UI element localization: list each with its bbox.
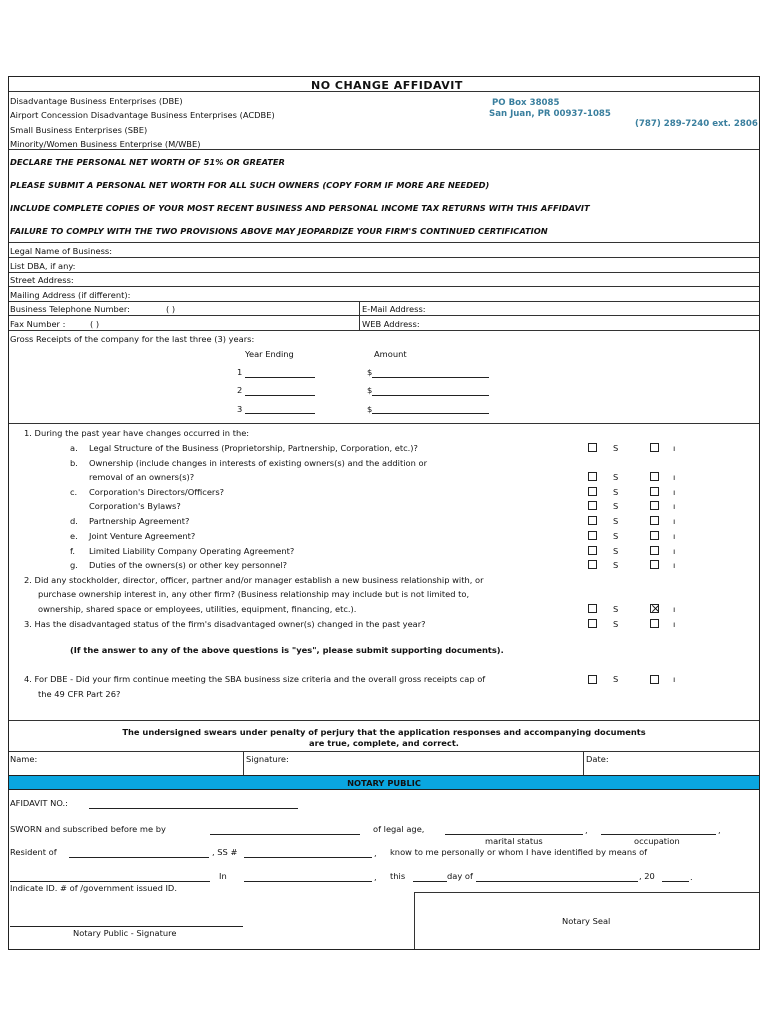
question-text: Limited Liability Company Operating Agreement? xyxy=(89,546,295,556)
no-label: ı xyxy=(673,516,676,526)
no-checkbox[interactable] xyxy=(650,675,659,684)
question-letter: a. xyxy=(70,443,78,453)
yes-label: S xyxy=(613,487,619,497)
no-label: ı xyxy=(673,546,676,556)
year-field[interactable] xyxy=(662,881,689,882)
notary-signature-field[interactable] xyxy=(10,926,243,927)
divider xyxy=(9,149,759,150)
yes-checkbox[interactable] xyxy=(588,443,597,452)
no-checkbox[interactable] xyxy=(650,531,659,540)
yes-label: S xyxy=(613,472,619,482)
yes-checkbox[interactable] xyxy=(588,560,597,569)
no-label: ı xyxy=(673,619,676,629)
fax-area-code: ( ) xyxy=(90,319,100,329)
yes-label: S xyxy=(613,560,619,570)
yes-label: S xyxy=(613,516,619,526)
divider xyxy=(9,423,759,424)
yes-label: S xyxy=(613,619,619,629)
resident-of-label: Resident of xyxy=(10,847,57,857)
divider xyxy=(9,242,759,243)
year-prefix: , 20 xyxy=(639,871,655,881)
gross-row-number: 2 xyxy=(237,385,243,395)
yes-checkbox[interactable] xyxy=(588,675,597,684)
question-2-line-3: ownership, shared space or employees, utilities, equipment, financing, etc.). xyxy=(38,604,357,614)
no-label: ı xyxy=(673,531,676,541)
email-label: E-Mail Address: xyxy=(362,304,426,314)
no-label: ı xyxy=(673,443,676,453)
city-zip: San Juan, PR 00937-1085 xyxy=(489,109,611,119)
web-label: WEB Address: xyxy=(362,319,420,329)
program-dbe: Disadvantage Business Enterprises (DBE) xyxy=(10,96,183,106)
amount-field[interactable] xyxy=(372,395,489,396)
affidavit-number-field[interactable] xyxy=(89,808,298,809)
yes-label: S xyxy=(613,443,619,453)
instruction-net-worth: DECLARE THE PERSONAL NET WORTH OF 51% OR GREATER xyxy=(10,157,285,167)
po-box: PO Box 38085 xyxy=(492,98,560,108)
amount-header: Amount xyxy=(374,349,407,359)
question-4-line-2: the 49 CFR Part 26? xyxy=(38,689,121,699)
ss-label: , SS # xyxy=(212,847,238,857)
amount-field[interactable] xyxy=(372,413,489,414)
identification-field[interactable] xyxy=(10,881,210,882)
oath-line-1: The undersigned swears under penalty of perjury that the application responses and accompanying documents xyxy=(122,727,646,737)
divider xyxy=(9,751,759,752)
program-sbe: Small Business Enterprises (SBE) xyxy=(10,125,148,135)
phone-number: (787) 289-7240 ext. 2806 xyxy=(635,119,758,129)
divider xyxy=(9,315,759,316)
yes-checkbox[interactable] xyxy=(588,619,597,628)
program-acdbe: Airport Concession Disadvantage Business Enterprises (ACDBE) xyxy=(10,110,275,120)
yes-checkbox[interactable] xyxy=(588,531,597,540)
currency-symbol: $ xyxy=(367,404,373,414)
question-text: Legal Structure of the Business (Proprietorship, Partnership, Corporation, etc.)? xyxy=(89,443,418,453)
yes-label: S xyxy=(613,531,619,541)
indicate-id-label: Indicate ID. # of /government issued ID. xyxy=(10,883,177,893)
yes-checkbox[interactable] xyxy=(588,516,597,525)
divider xyxy=(9,91,759,92)
no-checkbox[interactable] xyxy=(650,501,659,510)
notary-public-heading: NOTARY PUBLIC xyxy=(347,778,421,788)
yes-checkbox[interactable] xyxy=(588,472,597,481)
no-checkbox[interactable] xyxy=(650,560,659,569)
question-text: removal of an owners(s)? xyxy=(89,472,195,482)
gross-receipts-label: Gross Receipts of the company for the last three (3) years: xyxy=(10,334,255,344)
year-field[interactable] xyxy=(245,377,315,378)
form-title: NO CHANGE AFFIDAVIT xyxy=(311,79,463,92)
yes-label: S xyxy=(613,674,619,684)
no-label: ı xyxy=(673,674,676,684)
question-text: Ownership (include changes in interests of existing owners(s) and the addition or xyxy=(89,458,427,468)
currency-symbol: $ xyxy=(367,385,373,395)
month-field[interactable] xyxy=(476,881,638,882)
question-text: Corporation's Directors/Officers? xyxy=(89,487,225,497)
yes-label: S xyxy=(613,501,619,511)
no-label: ı xyxy=(673,560,676,570)
legal-name-label: Legal Name of Business: xyxy=(10,246,113,256)
question-letter: e. xyxy=(70,531,78,541)
mailing-address-label: Mailing Address (if different): xyxy=(10,290,131,300)
divider xyxy=(243,751,244,775)
divider xyxy=(583,751,584,775)
year-ending-header: Year Ending xyxy=(245,349,294,359)
divider xyxy=(9,272,759,273)
dba-label: List DBA, if any: xyxy=(10,261,76,271)
no-checkbox[interactable] xyxy=(650,472,659,481)
ss-field[interactable] xyxy=(244,857,372,858)
know-to-me-label: know to me personally or whom I have identified by means of xyxy=(390,847,648,857)
comma: , xyxy=(374,848,377,858)
supporting-documents-note: (If the answer to any of the above questions is "yes", please submit supporting documents). xyxy=(70,645,504,655)
day-field[interactable] xyxy=(413,881,447,882)
divider xyxy=(9,301,759,302)
fax-label: Fax Number : xyxy=(10,319,66,329)
yes-checkbox[interactable] xyxy=(588,501,597,510)
yes-checkbox[interactable] xyxy=(588,487,597,496)
question-4: 4. For DBE - Did your firm continue meeting the SBA business size criteria and the overall gross receipts cap of xyxy=(24,674,486,684)
amount-field[interactable] xyxy=(372,377,489,378)
question-letter: b. xyxy=(70,458,78,468)
legal-age-label: of legal age, xyxy=(373,824,425,834)
no-label: ı xyxy=(673,604,676,614)
resident-of-field[interactable] xyxy=(69,857,209,858)
period: . xyxy=(690,872,693,882)
divider xyxy=(9,257,759,258)
question-1: 1. During the past year have changes occurred in the: xyxy=(24,428,250,438)
day-of-label: day of xyxy=(447,871,473,881)
yes-label: S xyxy=(613,546,619,556)
instruction-tax-returns: INCLUDE COMPLETE COPIES OF YOUR MOST RECENT BUSINESS AND PERSONAL INCOME TAX RETURNS WITH THIS AFFIDAVIT xyxy=(10,203,590,213)
divider xyxy=(9,720,759,721)
telephone-label: Business Telephone Number: xyxy=(10,304,130,314)
instruction-submit: PLEASE SUBMIT A PERSONAL NET WORTH FOR ALL SUCH OWNERS (COPY FORM IF MORE ARE NEEDED) xyxy=(10,180,490,190)
question-2-line-2: purchase ownership interest in, any other firm? (Business relationship may include but is not limited to, xyxy=(38,589,470,599)
this-label: this xyxy=(390,871,406,881)
marital-status-field[interactable] xyxy=(445,834,583,835)
occupation-field[interactable] xyxy=(601,834,716,835)
name-label: Name: xyxy=(10,754,38,764)
signature-label: Signature: xyxy=(246,754,289,764)
yes-label: S xyxy=(613,604,619,614)
comma: , xyxy=(585,825,588,835)
question-text: Joint Venture Agreement? xyxy=(89,531,196,541)
question-letter: d. xyxy=(70,516,78,526)
comma: , xyxy=(374,872,377,882)
sworn-name-field[interactable] xyxy=(210,834,360,835)
question-letter: f. xyxy=(70,546,75,556)
divider xyxy=(9,286,759,287)
question-text: Corporation's Bylaws? xyxy=(89,501,181,511)
in-label: In xyxy=(219,871,227,881)
date-label: Date: xyxy=(586,754,609,764)
street-address-label: Street Address: xyxy=(10,275,74,285)
comma: , xyxy=(718,825,721,835)
divider xyxy=(9,330,759,331)
marital-status-caption: marital status xyxy=(485,836,543,846)
telephone-area-code: ( ) xyxy=(166,304,176,314)
no-label: ı xyxy=(673,487,676,497)
affidavit-number-label: AFIDAVIT NO.: xyxy=(10,798,68,808)
notary-signature-label: Notary Public - Signature xyxy=(73,928,177,938)
question-letter: g. xyxy=(70,560,78,570)
instruction-failure: FAILURE TO COMPLY WITH THE TWO PROVISIONS ABOVE MAY JEOPARDIZE YOUR FIRM'S CONTINUED CERTIFICATION xyxy=(10,226,548,236)
program-mwbe: Minority/Women Business Enterprise (M/WBE) xyxy=(10,139,201,149)
no-checkbox[interactable] xyxy=(650,619,659,628)
question-text: Partnership Agreement? xyxy=(89,516,190,526)
no-label: ı xyxy=(673,501,676,511)
year-field[interactable] xyxy=(245,395,315,396)
year-field[interactable] xyxy=(245,413,315,414)
no-checkbox[interactable] xyxy=(650,487,659,496)
gross-row-number: 3 xyxy=(237,404,243,414)
notary-seal-label: Notary Seal xyxy=(562,916,611,926)
no-checkbox-checked[interactable] xyxy=(650,604,659,613)
no-checkbox[interactable] xyxy=(650,516,659,525)
divider xyxy=(359,301,360,330)
yes-checkbox[interactable] xyxy=(588,546,597,555)
no-label: ı xyxy=(673,472,676,482)
sworn-label: SWORN and subscribed before me by xyxy=(10,824,166,834)
yes-checkbox[interactable] xyxy=(588,604,597,613)
currency-symbol: $ xyxy=(367,367,373,377)
question-2: 2. Did any stockholder, director, officer, partner and/or manager establish a new business relationship with, or xyxy=(24,575,484,585)
question-text: Duties of the owners(s) or other key personnel? xyxy=(89,560,288,570)
oath-line-2: are true, complete, and correct. xyxy=(309,738,459,748)
no-checkbox[interactable] xyxy=(650,546,659,555)
no-checkbox[interactable] xyxy=(650,443,659,452)
occupation-caption: occupation xyxy=(634,836,680,846)
city-field[interactable] xyxy=(244,881,372,882)
question-letter: c. xyxy=(70,487,78,497)
question-3: 3. Has the disadvantaged status of the firm's disadvantaged owner(s) changed in the past year? xyxy=(24,619,426,629)
gross-row-number: 1 xyxy=(237,367,243,377)
